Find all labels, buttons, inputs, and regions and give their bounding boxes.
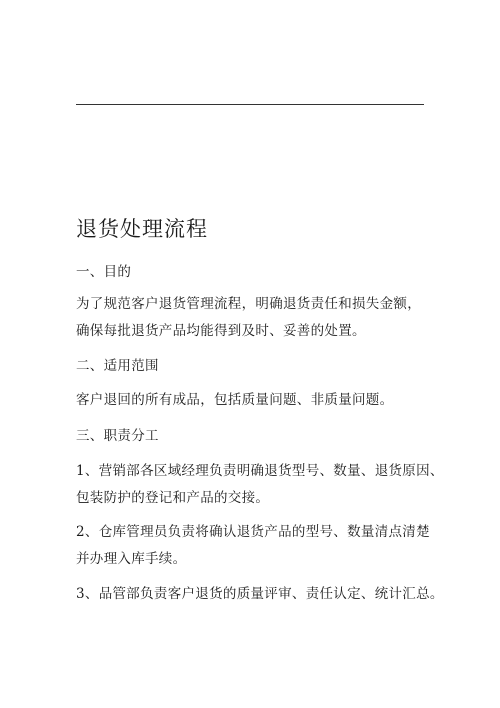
document-title: 退货处理流程 [76,217,208,241]
purpose-text-line-2: 确保每批退货产品均能得到及时、妥善的处置。 [76,323,366,339]
duty-1-line-2: 包装防护的登记和产品的交接。 [76,490,270,506]
duty-2-line-2: 并办理入库手续。 [76,551,187,567]
purpose-text-line-1: 为了规范客户退货管理流程，明确退货责任和损失金额， [76,296,421,312]
duty-3-line-1: 3、品管部负责客户退货的质量评审、责任认定、统计汇总。 [76,586,444,602]
duty-1-line-1: 1、营销部各区域经理负责明确退货型号、数量、退货原因、 [76,463,444,479]
section-scope-heading: 二、适用范围 [76,358,159,374]
duty-2-line-1: 2、仓库管理员负责将确认退货产品的型号、数量清点清楚 [76,524,430,540]
section-purpose-heading: 一、目的 [76,264,132,280]
header-divider [76,104,424,105]
scope-text: 客户退回的所有成品，包括质量问题、非质量问题。 [76,392,394,408]
section-duty-heading: 三、职责分工 [76,428,159,444]
